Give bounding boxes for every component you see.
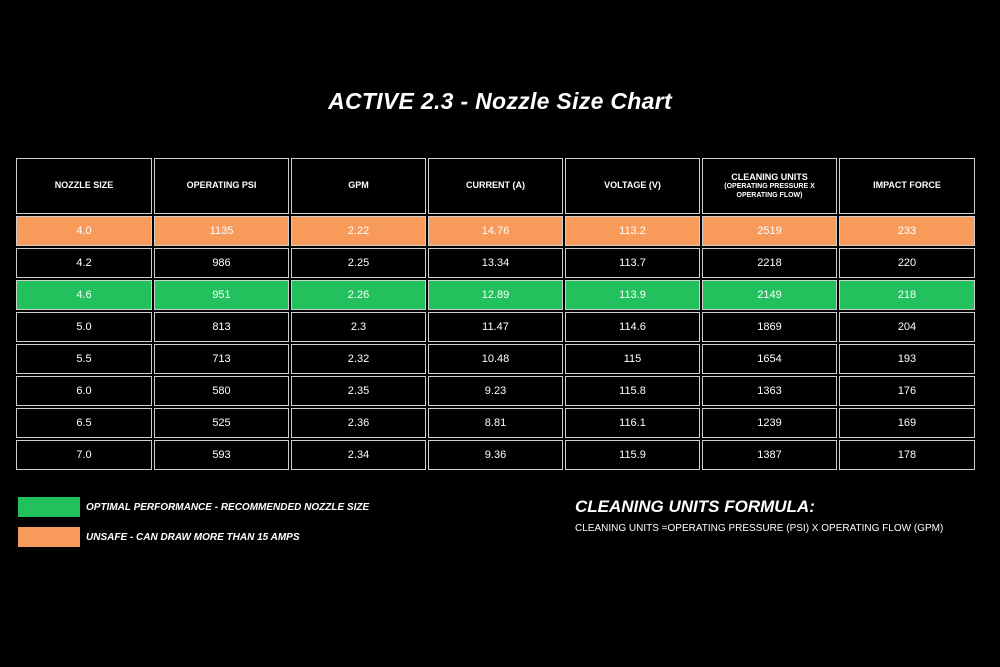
cell-operating-psi: 1135 [154, 216, 289, 246]
cell-operating-psi: 593 [154, 440, 289, 470]
legend-swatch-unsafe [18, 527, 80, 547]
cell-current: 12.89 [428, 280, 563, 310]
cell-voltage: 116.1 [565, 408, 700, 438]
cell-operating-psi: 813 [154, 312, 289, 342]
header-nozzle-size [16, 158, 152, 214]
cell-impact-force: 178 [839, 440, 975, 470]
cell-voltage: 115 [565, 344, 700, 374]
table-row [16, 248, 977, 278]
cell-cleaning-units: 2149 [702, 280, 837, 310]
cleaning-units-formula [575, 497, 943, 534]
cell-gpm: 2.34 [291, 440, 426, 470]
header-gpm [291, 158, 426, 214]
table-body [16, 216, 977, 470]
cell-cleaning-units: 1654 [702, 344, 837, 374]
cell-gpm: 2.22 [291, 216, 426, 246]
cell-nozzle-size: 7.0 [16, 440, 152, 470]
cell-current: 11.47 [428, 312, 563, 342]
header-label: VOLTAGE (V) [604, 180, 661, 191]
cell-impact-force: 233 [839, 216, 975, 246]
cell-gpm: 2.35 [291, 376, 426, 406]
cell-current: 14.76 [428, 216, 563, 246]
cell-gpm: 2.32 [291, 344, 426, 374]
formula-title: CLEANING UNITS FORMULA: [575, 497, 815, 516]
header-sublabel: (OPERATING PRESSURE X OPERATING FLOW) [724, 182, 815, 199]
cell-nozzle-size: 4.6 [16, 280, 152, 310]
cell-voltage: 114.6 [565, 312, 700, 342]
cell-impact-force: 193 [839, 344, 975, 374]
cell-cleaning-units: 1239 [702, 408, 837, 438]
header-impact-force [839, 158, 975, 214]
cell-voltage: 115.8 [565, 376, 700, 406]
cell-nozzle-size: 5.0 [16, 312, 152, 342]
cell-operating-psi: 951 [154, 280, 289, 310]
cell-gpm: 2.3 [291, 312, 426, 342]
legend-item-unsafe [18, 527, 300, 547]
cell-nozzle-size: 6.5 [16, 408, 152, 438]
cell-gpm: 2.26 [291, 280, 426, 310]
legend-swatch-optimal [18, 497, 80, 517]
header-label: NOZZLE SIZE [54, 180, 114, 191]
cell-nozzle-size: 6.0 [16, 376, 152, 406]
cell-current: 9.36 [428, 440, 563, 470]
formula-text: CLEANING UNITS =OPERATING PRESSURE (PSI) X OPERATING FLOW (GPM) [575, 523, 944, 534]
cell-voltage: 115.9 [565, 440, 700, 470]
cell-impact-force: 220 [839, 248, 975, 278]
cell-operating-psi: 986 [154, 248, 289, 278]
cell-impact-force: 176 [839, 376, 975, 406]
cell-gpm: 2.25 [291, 248, 426, 278]
chart-title: ACTIVE 2.3 - Nozzle Size Chart [328, 88, 672, 114]
cell-impact-force: 218 [839, 280, 975, 310]
header-label: OPERATING PSI [186, 180, 257, 191]
cell-voltage: 113.2 [565, 216, 700, 246]
header-label: CURRENT (A) [466, 180, 525, 191]
cell-gpm: 2.36 [291, 408, 426, 438]
cell-impact-force: 169 [839, 408, 975, 438]
cell-operating-psi: 713 [154, 344, 289, 374]
header-current [428, 158, 563, 214]
cell-current: 13.34 [428, 248, 563, 278]
header-voltage [565, 158, 700, 214]
cell-cleaning-units: 1387 [702, 440, 837, 470]
cell-nozzle-size: 4.2 [16, 248, 152, 278]
cell-voltage: 113.7 [565, 248, 700, 278]
cell-voltage: 113.9 [565, 280, 700, 310]
cell-current: 10.48 [428, 344, 563, 374]
table-row [16, 216, 977, 246]
header-operating-psi [154, 158, 289, 214]
cell-cleaning-units: 1869 [702, 312, 837, 342]
cell-impact-force: 204 [839, 312, 975, 342]
cell-nozzle-size: 5.5 [16, 344, 152, 374]
header-label: CLEANING UNITS [731, 171, 808, 182]
cell-cleaning-units: 2218 [702, 248, 837, 278]
header-cleaning-units [702, 158, 837, 214]
legend-label-optimal: OPTIMAL PERFORMANCE - RECOMMENDED NOZZLE SIZE [86, 501, 370, 513]
cell-cleaning-units: 2519 [702, 216, 837, 246]
cell-current: 9.23 [428, 376, 563, 406]
header-label: GPM [348, 180, 369, 191]
cell-current: 8.81 [428, 408, 563, 438]
table-row [16, 280, 977, 310]
table-row [16, 344, 977, 374]
table-row [16, 408, 977, 438]
legend-label-unsafe: UNSAFE - CAN DRAW MORE THAN 15 AMPS [86, 531, 300, 543]
header-label: IMPACT FORCE [873, 180, 941, 191]
table-header-row [16, 158, 977, 214]
cell-operating-psi: 525 [154, 408, 289, 438]
cell-operating-psi: 580 [154, 376, 289, 406]
table-row [16, 312, 977, 342]
table-row [16, 440, 977, 470]
cell-cleaning-units: 1363 [702, 376, 837, 406]
table-row [16, 376, 977, 406]
legend-item-optimal [18, 497, 369, 517]
nozzle-size-table [16, 158, 977, 472]
cell-nozzle-size: 4.0 [16, 216, 152, 246]
